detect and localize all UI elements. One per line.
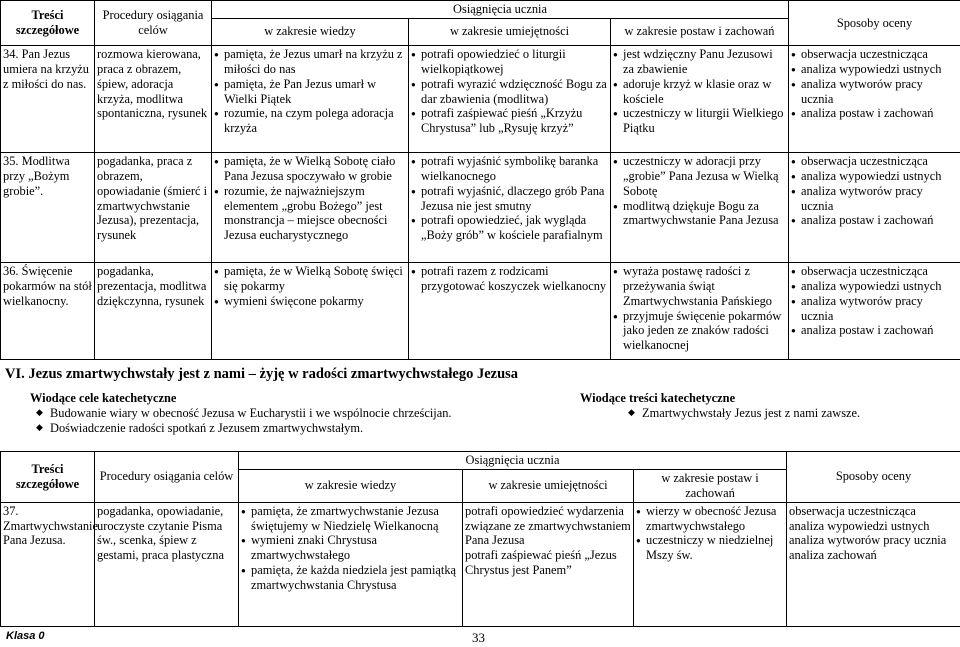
tresci-cell: 37. Zmartwychwstanie Pana Jezusa. bbox=[1, 502, 95, 626]
wiedzy-cell bbox=[212, 152, 409, 262]
wiedzy-cell-list bbox=[214, 154, 406, 243]
sposoby-cell-list bbox=[791, 264, 958, 338]
header-umiejetnosci: w zakresie umiejętności bbox=[409, 18, 611, 45]
list-item: ● analiza postaw i zachowań bbox=[791, 213, 958, 228]
header-sposoby: Sposoby oceny bbox=[789, 1, 960, 46]
list-item: ● rozumie, że najważniejszym elementem „grobu Bożego” jest monstrancja – miejsce obecności Jezusa eucharystycznego bbox=[214, 184, 406, 244]
wiedzy-cell-list bbox=[214, 264, 406, 309]
list-item: ● przyjmuje święcenie pokarmów jako jeden ze znaków radości wielkanocnej bbox=[613, 309, 786, 354]
list-item: ● pamięta, że zmartwychwstanie Jezusa świętujemy w Niedzielę Wielkanocną bbox=[241, 504, 460, 534]
list-item: ● pamięta, że w Wielką Sobotę ciało Pana Jezusa spoczywało w grobie bbox=[214, 154, 406, 184]
postaw-cell-list bbox=[613, 264, 786, 353]
umiejetnosci-cell bbox=[409, 262, 611, 359]
list-item: ● analiza postaw i zachowań bbox=[791, 323, 958, 338]
tresci-cell: 34. Pan Jezus umiera na krzyżu z miłości do nas. bbox=[1, 45, 95, 152]
table-row bbox=[1, 152, 960, 262]
wiedzy-cell bbox=[212, 262, 409, 359]
wiedzy-cell-list bbox=[241, 504, 460, 593]
list-item: ◆ Budowanie wiary w obecność Jezusa w Eucharystii i we wspólnocie chrześcijan. bbox=[36, 406, 596, 421]
list-item: ● potrafi zaśpiewać pieśń „Krzyżu Chrystusa” lub „Rysuję krzyż” bbox=[411, 106, 608, 136]
header-wiedzy: w zakresie wiedzy bbox=[212, 18, 409, 45]
list-item: ● rozumie, na czym polega adoracja krzyża bbox=[214, 106, 406, 136]
header2-osiagniecia: Osiągnięcia ucznia bbox=[239, 452, 787, 470]
cele-heading: Wiodące cele katechetyczne bbox=[30, 391, 177, 405]
sposoby-cell bbox=[787, 502, 960, 626]
list-item: ● pamięta, że Pan Jezus umarł w Wielki Piątek bbox=[214, 77, 406, 107]
postaw-cell-list bbox=[613, 154, 786, 228]
sposoby-cell-list bbox=[791, 47, 958, 121]
list-item: ● modlitwą dziękuje Bogu za zmartwychwstanie Pana Jezusa bbox=[613, 199, 786, 229]
postaw-cell-list bbox=[613, 47, 786, 136]
list-item: ● potrafi opowiedzieć o liturgii wielkopiątkowej bbox=[411, 47, 608, 77]
sposoby-cell bbox=[789, 45, 960, 152]
list-item: ● pamięta, że Jezus umarł na krzyżu z miłości do nas bbox=[214, 47, 406, 77]
list-item: analiza wytworów pracy ucznia bbox=[789, 533, 947, 548]
list-item: ● uczestniczy w niedzielnej Mszy św. bbox=[636, 533, 784, 563]
wiedzy-cell bbox=[239, 502, 463, 626]
umiejetnosci-cell bbox=[409, 152, 611, 262]
tresci-heading: Wiodące treści katechetyczne bbox=[580, 391, 736, 405]
list-item: ● potrafi wyjaśnić symbolikę baranka wielkanocnego bbox=[411, 154, 608, 184]
section-title: VI. Jezus zmartwychwstały jest z nami – żyję w radości zmartwychwstałego Jezusa bbox=[5, 366, 519, 382]
list-item: ● obserwacja uczestnicząca bbox=[791, 154, 958, 169]
list-item: potrafi opowiedzieć wydarzenia związane ze zmartwychwstaniem Pana Jezusa bbox=[465, 503, 631, 548]
umiejetnosci-cell-list bbox=[411, 47, 608, 136]
list-item: ● obserwacja uczestnicząca bbox=[791, 264, 958, 279]
curriculum-table-2 bbox=[0, 451, 960, 627]
wiedzy-cell bbox=[212, 45, 409, 152]
list-item: analiza zachowań bbox=[789, 548, 877, 563]
list-item: obserwacja uczestnicząca bbox=[789, 503, 916, 518]
procedury-cell: pogadanka, opowiadanie, uroczyste czytanie Pisma św., scenka, śpiew z gestami, praca plastyczna bbox=[95, 502, 239, 626]
table-row bbox=[1, 45, 960, 152]
list-item: ● obserwacja uczestnicząca bbox=[791, 47, 958, 62]
list-item: ◆ Doświadczenie radości spotkań z Jezusem zmartwychwstałym. bbox=[36, 421, 596, 436]
wiedzy-cell-list bbox=[214, 47, 406, 136]
header-procedury: Procedury osiągania celów bbox=[95, 1, 212, 46]
tresci-cell: 35. Modlitwa przy „Bożym grobie”. bbox=[1, 152, 95, 262]
table-row bbox=[1, 502, 960, 626]
header-osiagniecia: Osiągnięcia ucznia bbox=[212, 1, 789, 19]
procedury-cell: pogadanka, praca z obrazem, opowiadanie (śmierć i zmartwychwstanie Jezusa), prezentacja, rysunek bbox=[95, 152, 212, 262]
header2-wiedzy: w zakresie wiedzy bbox=[239, 469, 463, 502]
umiejetnosci-cell bbox=[463, 502, 634, 626]
header2-umiejetnosci: w zakresie umiejętności bbox=[463, 469, 634, 502]
procedury-cell: rozmowa kierowana, praca z obrazem, śpiew, adoracja krzyża, modlitwa spontaniczna, rysunek bbox=[95, 45, 212, 152]
list-item: ● uczestniczy w adoracji przy „grobie” Pana Jezusa w Wielką Sobotę bbox=[613, 154, 786, 199]
list-item: ● wierzy w obecność Jezusa zmartwychwstałego bbox=[636, 504, 784, 534]
list-item: ● potrafi wyjaśnić, dlaczego grób Pana Jezusa nie jest smutny bbox=[411, 184, 608, 214]
page-number: 33 bbox=[472, 630, 485, 645]
list-item: ● wyraża postawę radości z przeżywania świąt Zmartwychwstania Pańskiego bbox=[613, 264, 786, 309]
list-item: analiza wypowiedzi ustnych bbox=[789, 518, 930, 533]
list-item: ● analiza wytworów pracy ucznia bbox=[791, 77, 958, 107]
umiejetnosci-cell bbox=[409, 45, 611, 152]
list-item: ● pamięta, że w Wielką Sobotę święci się pokarmy bbox=[214, 264, 406, 294]
list-item: ● potrafi razem z rodzicami przygotować koszyczek wielkanocny bbox=[411, 264, 608, 294]
umiejetnosci-cell-list bbox=[465, 504, 631, 578]
list-item: ● pamięta, że każda niedziela jest pamiątką zmartwychwstania Chrystusa bbox=[241, 563, 460, 593]
list-item: ● analiza postaw i zachowań bbox=[791, 106, 958, 121]
postaw-cell bbox=[611, 152, 789, 262]
list-item: ● wymieni znaki Chrystusa zmartwychwstałego bbox=[241, 533, 460, 563]
header-tresci: Treści szczegółowe bbox=[1, 1, 95, 46]
umiejetnosci-cell-list bbox=[411, 154, 608, 243]
tresci-list bbox=[628, 406, 948, 421]
list-item: ● potrafi opowiedzieć, jak wygląda „Boży grób” w kościele parafialnym bbox=[411, 213, 608, 243]
sposoby-cell-list bbox=[789, 504, 958, 564]
table-row bbox=[1, 262, 960, 359]
list-item: potrafi zaśpiewać pieśń „Jezus Chrystus jest Panem” bbox=[465, 548, 617, 578]
header-postaw: w zakresie postaw i zachowań bbox=[611, 18, 789, 45]
list-item: ● wymieni święcone pokarmy bbox=[214, 294, 406, 309]
list-item: ◆ Zmartwychwstały Jezus jest z nami zawsze. bbox=[628, 406, 948, 421]
header2-postaw: w zakresie postaw i zachowań bbox=[634, 469, 787, 502]
header2-sposoby: Sposoby oceny bbox=[787, 452, 960, 503]
list-item: ● uczestniczy w liturgii Wielkiego Piątku bbox=[613, 106, 786, 136]
tresci-cell: 36. Święcenie pokarmów na stół wielkanocny. bbox=[1, 262, 95, 359]
header2-procedury: Procedury osiągania celów bbox=[95, 452, 239, 503]
procedury-cell: pogadanka, prezentacja, modlitwa dziękczynna, rysunek bbox=[95, 262, 212, 359]
postaw-cell bbox=[611, 262, 789, 359]
list-item: ● analiza wypowiedzi ustnych bbox=[791, 62, 958, 77]
list-item: ● potrafi wyrazić wdzięczność Bogu za dar zbawienia (modlitwa) bbox=[411, 77, 608, 107]
postaw-cell bbox=[611, 45, 789, 152]
list-item: ● jest wdzięczny Panu Jezusowi za zbawienie bbox=[613, 47, 786, 77]
list-item: ● analiza wypowiedzi ustnych bbox=[791, 169, 958, 184]
header2-tresci: Treści szczegółowe bbox=[1, 452, 95, 503]
postaw-cell bbox=[634, 502, 787, 626]
list-item: ● analiza wytworów pracy ucznia bbox=[791, 184, 958, 214]
sposoby-cell bbox=[789, 262, 960, 359]
sposoby-cell bbox=[789, 152, 960, 262]
list-item: ● analiza wytworów pracy ucznia bbox=[791, 294, 958, 324]
postaw-cell-list bbox=[636, 504, 784, 564]
footer-klasa: Klasa 0 bbox=[6, 630, 45, 642]
list-item: ● analiza wypowiedzi ustnych bbox=[791, 279, 958, 294]
list-item: ● adoruje krzyż w klasie oraz w kościele bbox=[613, 77, 786, 107]
umiejetnosci-cell-list bbox=[411, 264, 608, 294]
cele-list bbox=[36, 406, 596, 436]
sposoby-cell-list bbox=[791, 154, 958, 228]
